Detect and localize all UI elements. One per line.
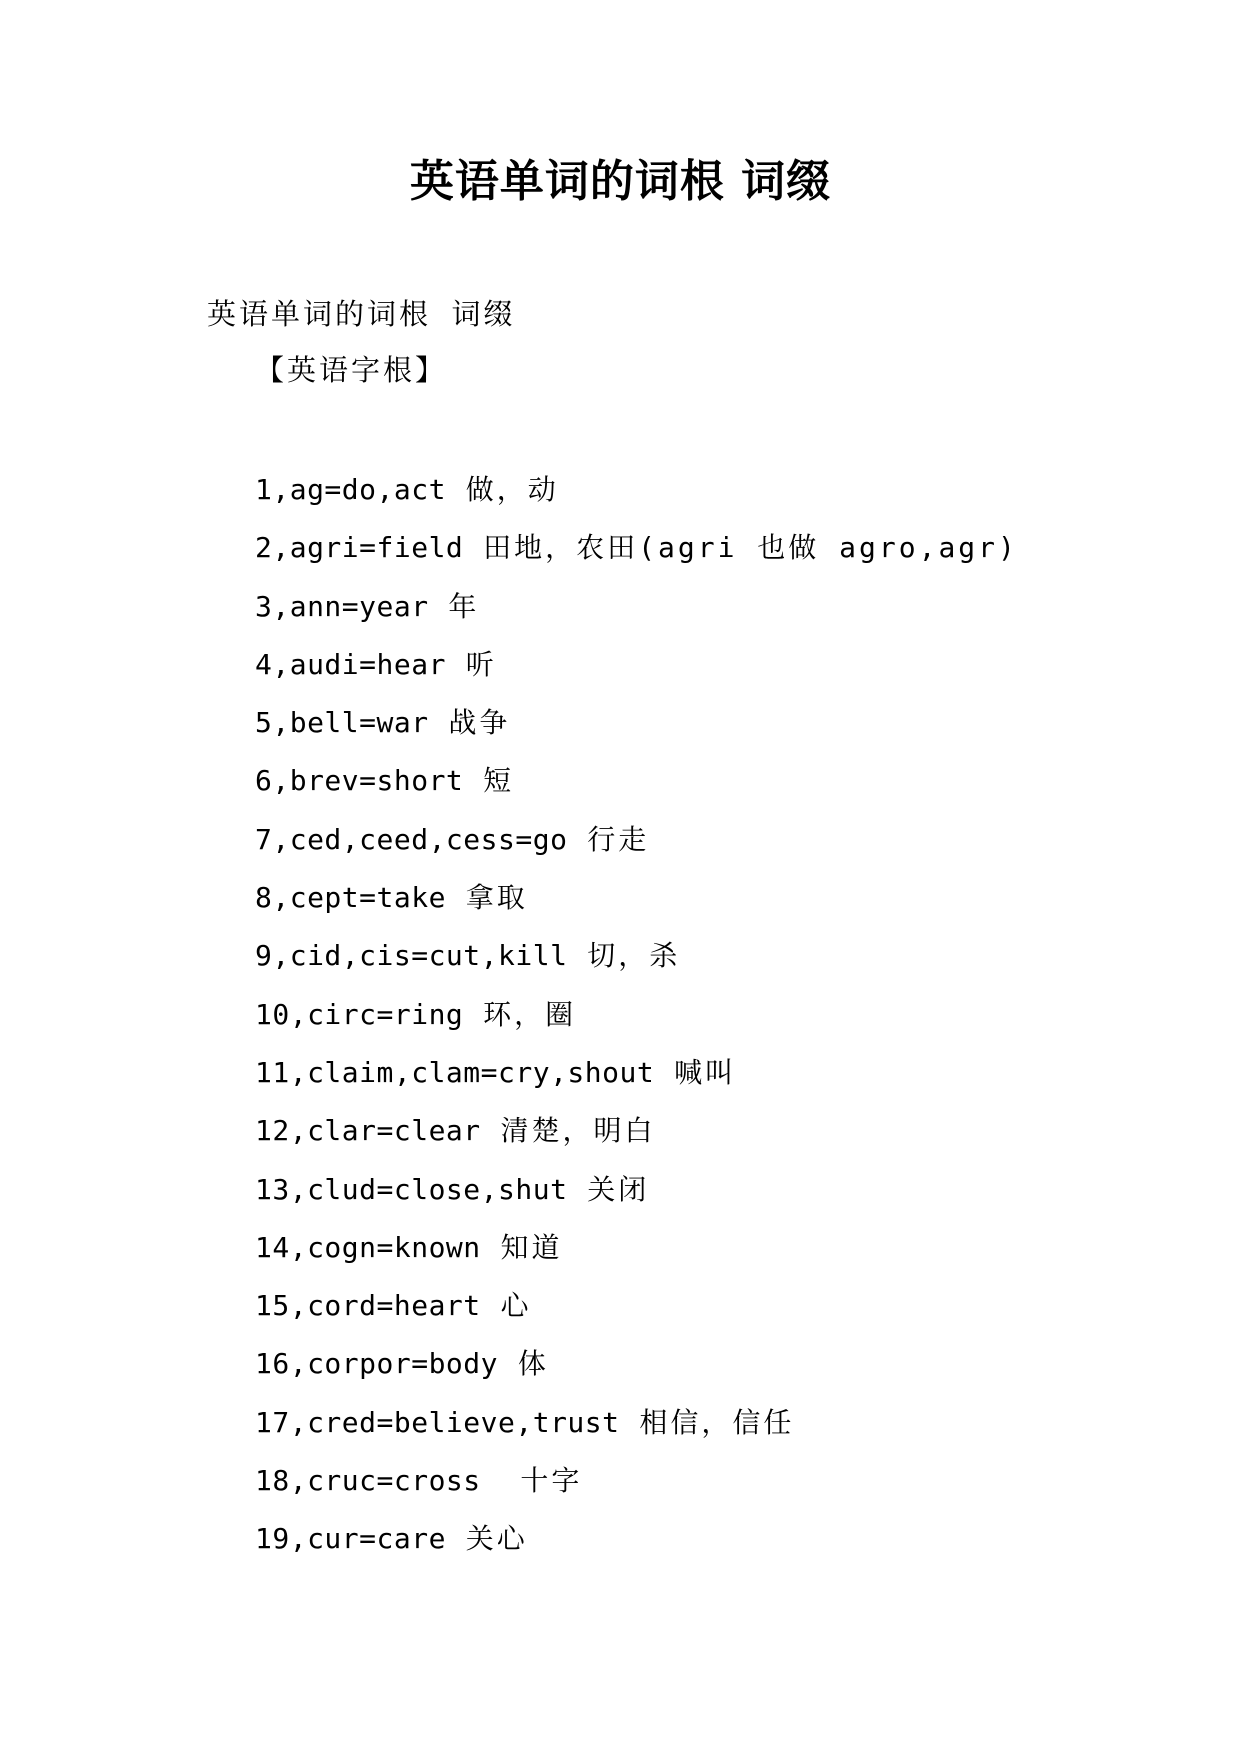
- list-item: [255, 470, 1018, 528]
- root-meaning: 行走: [567, 822, 650, 856]
- list-item: [255, 528, 1018, 586]
- root-meaning: 做，动: [445, 473, 559, 506]
- list-item: [255, 1519, 1018, 1577]
- list-item: [255, 1403, 1018, 1461]
- root-meaning: 体: [498, 1347, 549, 1381]
- list-item: [255, 703, 1018, 761]
- root-meaning: 十字: [480, 1464, 583, 1498]
- list-item: [255, 1461, 1018, 1519]
- root-entry: 4,audi=hear: [255, 647, 446, 681]
- root-meaning: 心: [480, 1289, 532, 1323]
- root-entry: 17,cred=believe,trust: [255, 1405, 620, 1439]
- root-meaning: 切，杀: [567, 939, 681, 973]
- list-item: [255, 761, 1018, 819]
- root-entry: 14,cogn=known: [255, 1230, 481, 1264]
- root-entry: 16,corpor=body: [255, 1347, 499, 1381]
- list-item: [255, 645, 1018, 703]
- list-item: [255, 1286, 1018, 1344]
- list-item: [255, 1053, 1018, 1111]
- root-entry: 7,ced,ceed,cess=go: [255, 822, 568, 856]
- root-entry: 15,cord=heart: [255, 1289, 481, 1323]
- section-heading: 【英语字根】: [255, 353, 448, 387]
- root-meaning: 喊叫: [654, 1055, 737, 1089]
- root-entry: 9,cid,cis=cut,kill: [255, 939, 568, 973]
- root-entry: 6,brev=short: [255, 764, 464, 798]
- root-entry: 3,ann=year: [255, 589, 429, 623]
- list-item: [255, 820, 1018, 878]
- list-item: [255, 1344, 1018, 1402]
- root-meaning: 环，圈: [463, 997, 577, 1031]
- root-entry: 5,bell=war: [255, 706, 429, 740]
- root-meaning: 听: [445, 647, 497, 681]
- root-meaning: 田地，农田(agri 也做 agro,agr): [463, 531, 1018, 565]
- root-list: [255, 470, 1018, 1578]
- root-meaning: 战争: [428, 706, 511, 740]
- intro-line: 英语单词的词根 词缀: [207, 297, 516, 331]
- list-item: [255, 1170, 1018, 1228]
- list-item: [255, 878, 1018, 936]
- root-meaning: 知道: [480, 1230, 563, 1264]
- list-item: [255, 995, 1018, 1053]
- root-meaning: 年: [428, 589, 480, 623]
- root-entry: 11,claim,clam=cry,shout: [255, 1055, 655, 1089]
- root-meaning: 清楚，明白: [480, 1114, 656, 1148]
- list-item: [255, 1111, 1018, 1169]
- root-meaning: 短: [463, 764, 515, 798]
- list-item: [255, 1228, 1018, 1286]
- list-item: [255, 936, 1018, 994]
- root-entry: 19,cur=care: [255, 1522, 446, 1556]
- root-entry: 18,cruc=cross: [255, 1464, 481, 1498]
- root-meaning: 关闭: [567, 1172, 650, 1206]
- root-meaning: 相信，信任: [619, 1405, 795, 1439]
- root-entry: 1,ag=do,act: [255, 473, 446, 506]
- root-entry: 13,clud=close,shut: [255, 1172, 568, 1206]
- root-entry: 12,clar=clear: [255, 1114, 481, 1148]
- list-item: [255, 587, 1018, 645]
- root-meaning: 拿取: [445, 881, 528, 915]
- root-meaning: 关心: [445, 1522, 528, 1556]
- root-entry: 2,agri=field: [255, 531, 464, 565]
- document-title: 英语单词的词根 词缀: [409, 156, 832, 207]
- root-entry: 10,circ=ring: [255, 997, 464, 1031]
- root-entry: 8,cept=take: [255, 881, 446, 915]
